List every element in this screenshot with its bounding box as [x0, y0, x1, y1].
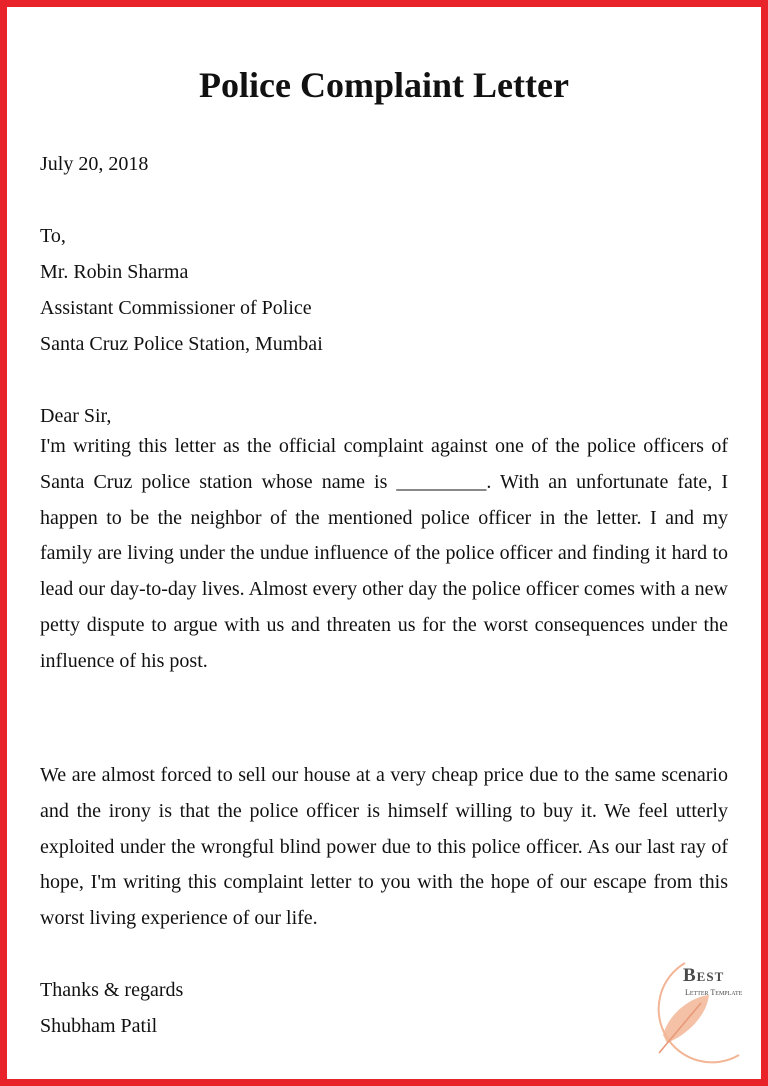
brand-watermark: [635, 957, 761, 1069]
signature: Shubham Patil: [40, 1015, 158, 1037]
brand-tagline: Letter Template: [685, 988, 743, 997]
salutation: Dear Sir,: [40, 405, 112, 427]
recipient-name: Mr. Robin Sharma: [40, 261, 189, 283]
recipient-to: To,: [40, 225, 66, 247]
letter-title: Police Complaint Letter: [199, 65, 569, 105]
body-paragraph-1: I'm writing this letter as the official complaint against one of the police officers of Santa Cruz police station whose name is _________. With an unfortunate fate, I happen to be the neighbor of the mentioned police officer in the letter. I and my family are living under the undue influence of the police officer and finding it hard to lead our day-to-day lives. Almost every other day the police officer comes with a new petty dispute to argue with us and threaten us for the worst consequences under the influence of his post.: [40, 435, 728, 672]
closing: Thanks & regards: [40, 979, 184, 1001]
body-paragraph-2: We are almost forced to sell our house at a very cheap price due to the same scenario and the irony is that the police officer is himself willing to buy it. We feel utterly exploited under the wrongful blind power due to this police officer. As our last ray of hope, I'm writing this complaint letter to you with the hope of our escape from this worst living experience of our life.: [40, 764, 728, 930]
letter-date: July 20, 2018: [40, 153, 149, 175]
recipient-station: Santa Cruz Police Station, Mumbai: [40, 333, 323, 355]
brand-name: Best: [683, 965, 725, 986]
recipient-designation: Assistant Commissioner of Police: [40, 297, 312, 319]
